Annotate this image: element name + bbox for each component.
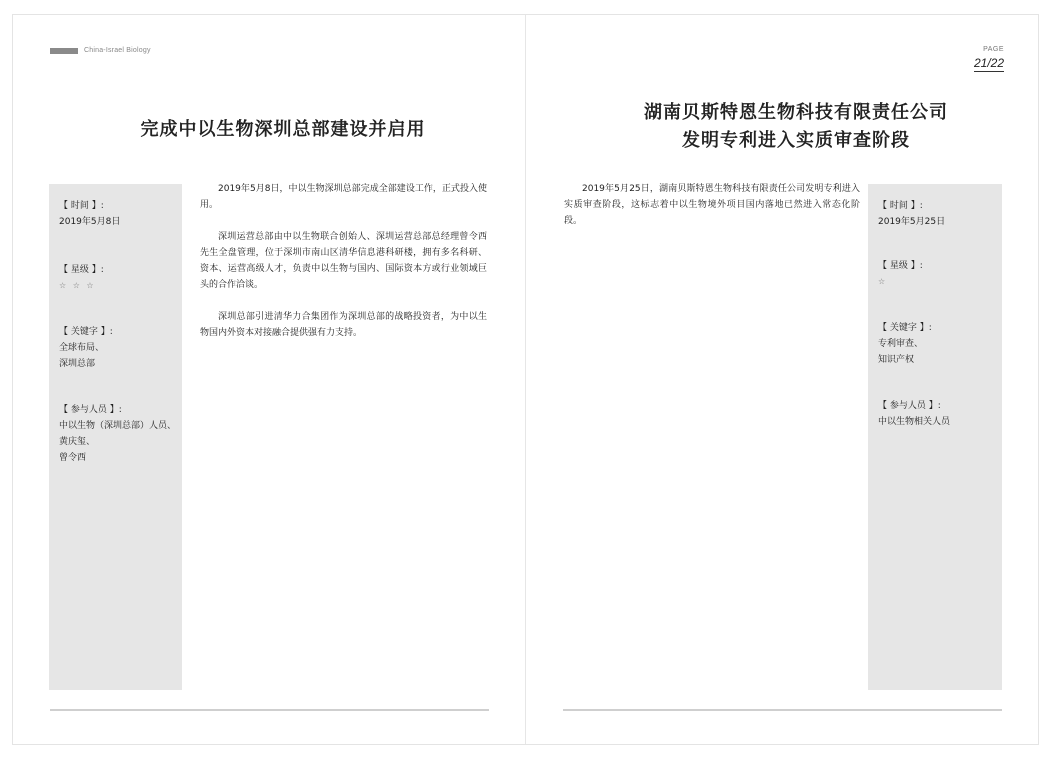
brand-bar-mark bbox=[50, 48, 78, 54]
left-meta-sidebar bbox=[49, 184, 182, 690]
star-rating-icon: ☆ bbox=[878, 277, 888, 286]
meta-level bbox=[59, 262, 182, 294]
meta-time-value: 2019年5月8日 bbox=[59, 217, 121, 227]
meta-time-label: 【 时间 】: bbox=[878, 201, 923, 211]
left-article-body bbox=[200, 181, 487, 357]
right-bottom-rule bbox=[563, 709, 1002, 711]
right-article-body bbox=[564, 181, 860, 245]
meta-time-value: 2019年5月25日 bbox=[878, 217, 946, 227]
title-line: 发明专利进入实质审查阶段 bbox=[682, 130, 910, 151]
meta-person: 黄庆玺、 bbox=[59, 437, 96, 447]
meta-time-label: 【 时间 】: bbox=[59, 201, 104, 211]
meta-time bbox=[59, 198, 182, 230]
meta-people bbox=[59, 402, 182, 466]
meta-person: 曾令西 bbox=[59, 453, 87, 463]
meta-person: 中以生物（深圳总部）人员、 bbox=[59, 421, 177, 431]
star-rating-icon: ☆ ☆ ☆ bbox=[59, 281, 96, 290]
magazine-spread bbox=[12, 14, 1039, 745]
paragraph: 深圳运营总部由中以生物联合创始人、深圳运营总部总经理曾令西先生全盘管理，位于深圳市南山区清华信息港科研楼，拥有多名科研、资本、运营高级人才，负责中以生物与国内、国际资本方或行业领域巨头的合作洽谈。 bbox=[200, 232, 487, 290]
title-line: 湖南贝斯特恩生物科技有限责任公司 bbox=[644, 102, 948, 123]
meta-level-label: 【 星级 】: bbox=[59, 265, 104, 275]
meta-level bbox=[878, 258, 1002, 290]
meta-people-label: 【 参与人员 】: bbox=[878, 401, 941, 411]
paragraph: 深圳总部引进清华力合集团作为深圳总部的战略投资者，为中以生物国内外资本对接融合提供强有力支持。 bbox=[200, 312, 487, 338]
page-label: PAGE bbox=[983, 46, 1004, 53]
left-page bbox=[13, 15, 525, 744]
right-page bbox=[526, 15, 1040, 744]
meta-keyword: 全球布局、 bbox=[59, 343, 105, 353]
left-article-title: 完成中以生物深圳总部建设并启用 bbox=[140, 119, 426, 140]
meta-keywords bbox=[59, 324, 182, 372]
right-article-title bbox=[566, 99, 1026, 155]
meta-keyword: 深圳总部 bbox=[59, 359, 96, 369]
meta-level-label: 【 星级 】: bbox=[878, 261, 923, 271]
right-meta-sidebar bbox=[868, 184, 1002, 690]
page-number: 21/22 bbox=[973, 56, 1004, 70]
paragraph: 2019年5月25日，湖南贝斯特恩生物科技有限责任公司发明专利进入实质审查阶段，这标志着中以生物境外项目国内落地已然进入常态化阶段。 bbox=[564, 184, 860, 226]
left-bottom-rule bbox=[50, 709, 489, 711]
meta-keywords-label: 【 关键字 】: bbox=[878, 323, 932, 333]
meta-keyword: 知识产权 bbox=[878, 355, 915, 365]
paragraph: 2019年5月8日，中以生物深圳总部完成全部建设工作，正式投入使用。 bbox=[200, 184, 487, 210]
meta-people bbox=[878, 398, 1002, 430]
meta-people-label: 【 参与人员 】: bbox=[59, 405, 122, 415]
meta-keywords-label: 【 关键字 】: bbox=[59, 327, 113, 337]
meta-keywords bbox=[878, 320, 1002, 368]
meta-time bbox=[878, 198, 1002, 230]
brand-name: China-Israel Biology bbox=[84, 47, 151, 54]
meta-keyword: 专利审查、 bbox=[878, 339, 924, 349]
meta-person: 中以生物相关人员 bbox=[878, 417, 951, 427]
brand-header bbox=[50, 47, 151, 54]
